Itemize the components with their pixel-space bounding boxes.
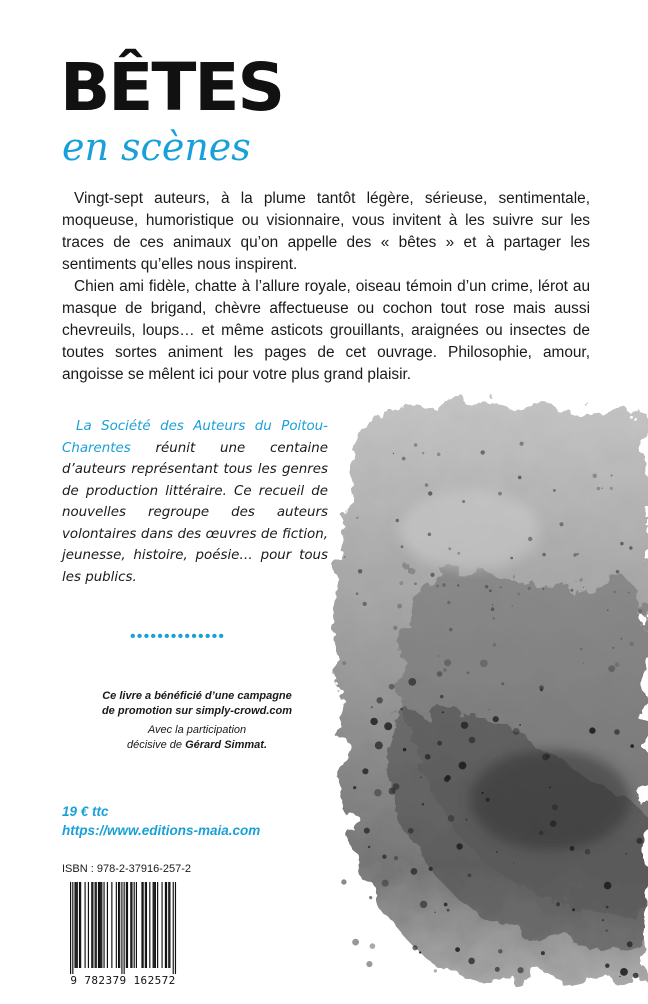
- barcode-bar: [107, 882, 108, 968]
- participation-line-1: Avec la participation: [147, 724, 247, 736]
- crowdfunding-line-2: de promotion sur simply-crowd.com: [101, 705, 293, 717]
- barcode-bar: [92, 882, 93, 968]
- barcode-bar: [119, 882, 120, 968]
- barcode-bar: [165, 882, 166, 968]
- barcode-digits: 9 782379 162572: [70, 974, 176, 987]
- barcode-bar: [95, 882, 96, 968]
- society-name: La Société des Auteurs du Poitou-Charentes: [62, 419, 328, 456]
- barcode-bar: [175, 882, 176, 974]
- barcode-bar: [103, 882, 104, 968]
- back-cover-blurb: [62, 188, 590, 386]
- barcode-bar: [143, 882, 144, 968]
- barcode-bar: [85, 882, 86, 968]
- blurb-paragraph: Chien ami fidèle, chatte à l’allure royale, oiseau témoin d’un crime, lérot au masque de brigand, chèvre affectueuse ou cochon tout rose mais aussi chevreuils, loups… et même asticots grouillants, araignées ou insectes de toutes sortes animent les pages de cet ouvrage. Philosophie, amour, angoisse se mêlent ici pour votre plus grand plaisir.: [62, 278, 590, 383]
- barcode-bar: [166, 882, 167, 968]
- barcode-bar: [96, 882, 97, 968]
- barcode-bar: [76, 882, 77, 968]
- barcode-bar: [100, 882, 101, 968]
- participant-name: Gérard Simmat.: [185, 739, 267, 751]
- barcode-bar: [72, 882, 73, 974]
- barcode-bar: [77, 882, 78, 968]
- barcode-bar: [169, 882, 170, 968]
- book-title: BÊTES: [60, 49, 284, 126]
- barcode-bar: [131, 882, 132, 968]
- publisher-website: https://www.editions-maia.com: [62, 823, 261, 838]
- barcode-bar: [116, 882, 117, 968]
- crowdfunding-line-1: Ce livre a bénéficié d’une campagne: [102, 690, 292, 702]
- barcode-bar: [91, 882, 92, 968]
- barcode-bar: [98, 882, 99, 968]
- participation-line-2: décisive de: [126, 739, 186, 751]
- barcode-bar: [88, 882, 89, 968]
- barcode-bar: [155, 882, 156, 968]
- barcode-bar: [153, 882, 154, 968]
- barcode-bar: [168, 882, 169, 968]
- barcode-bar: [70, 882, 71, 974]
- blurb-paragraph: Vingt-sept auteurs, à la plume tantôt légère, sérieuse, sentimentale, moqueuse, humoristique ou visionnaire, vous invitent à les suivre sur les traces de ces animaux qu’on appelle des « bêtes » et à partager les sentiments qu’elles nous inspirent.: [62, 190, 590, 273]
- barcode-bar: [146, 882, 147, 968]
- barcode-bar: [99, 882, 100, 968]
- barcode-bar: [134, 882, 135, 968]
- dotted-separator: ••••••••••••••: [130, 628, 226, 645]
- barcode-bar: [79, 882, 80, 968]
- barcode-bar: [111, 882, 112, 968]
- barcode-bar: [136, 882, 137, 968]
- barcode-bar: [145, 882, 146, 968]
- barcode-bar: [127, 882, 128, 968]
- barcode-bar: [154, 882, 155, 968]
- barcode-bar: [74, 882, 75, 968]
- barcode-bar: [130, 882, 131, 968]
- barcode-bar: [80, 882, 81, 968]
- price: 19 € ttc: [62, 804, 109, 819]
- barcode-bar: [101, 882, 102, 968]
- barcode-bar: [124, 882, 125, 974]
- barcode: [62, 880, 184, 978]
- barcode-bar: [126, 882, 127, 968]
- barcode-bar: [141, 882, 142, 968]
- participation-note: [62, 723, 332, 753]
- book-subtitle: en scènes: [62, 125, 251, 169]
- ink-splash-illustration: [300, 380, 648, 1004]
- society-description: [62, 416, 328, 588]
- barcode-bar: [121, 882, 122, 974]
- barcode-bar: [157, 882, 158, 968]
- barcode-bar: [149, 882, 150, 968]
- crowdfunding-note: [62, 689, 332, 719]
- isbn: ISBN : 978-2-37916-257-2: [62, 863, 192, 875]
- barcode-bar: [161, 882, 162, 968]
- barcode-bar: [118, 882, 119, 968]
- barcode-bar: [173, 882, 174, 974]
- society-text: réunit une centaine d’auteurs représentant tous les genres de production littéraire. Ce recueil de nouvelles regroupe des auteurs volontaires dans des œuvres de fiction, jeunesse, histoire, poésie… pour tous les publics.: [62, 440, 328, 585]
